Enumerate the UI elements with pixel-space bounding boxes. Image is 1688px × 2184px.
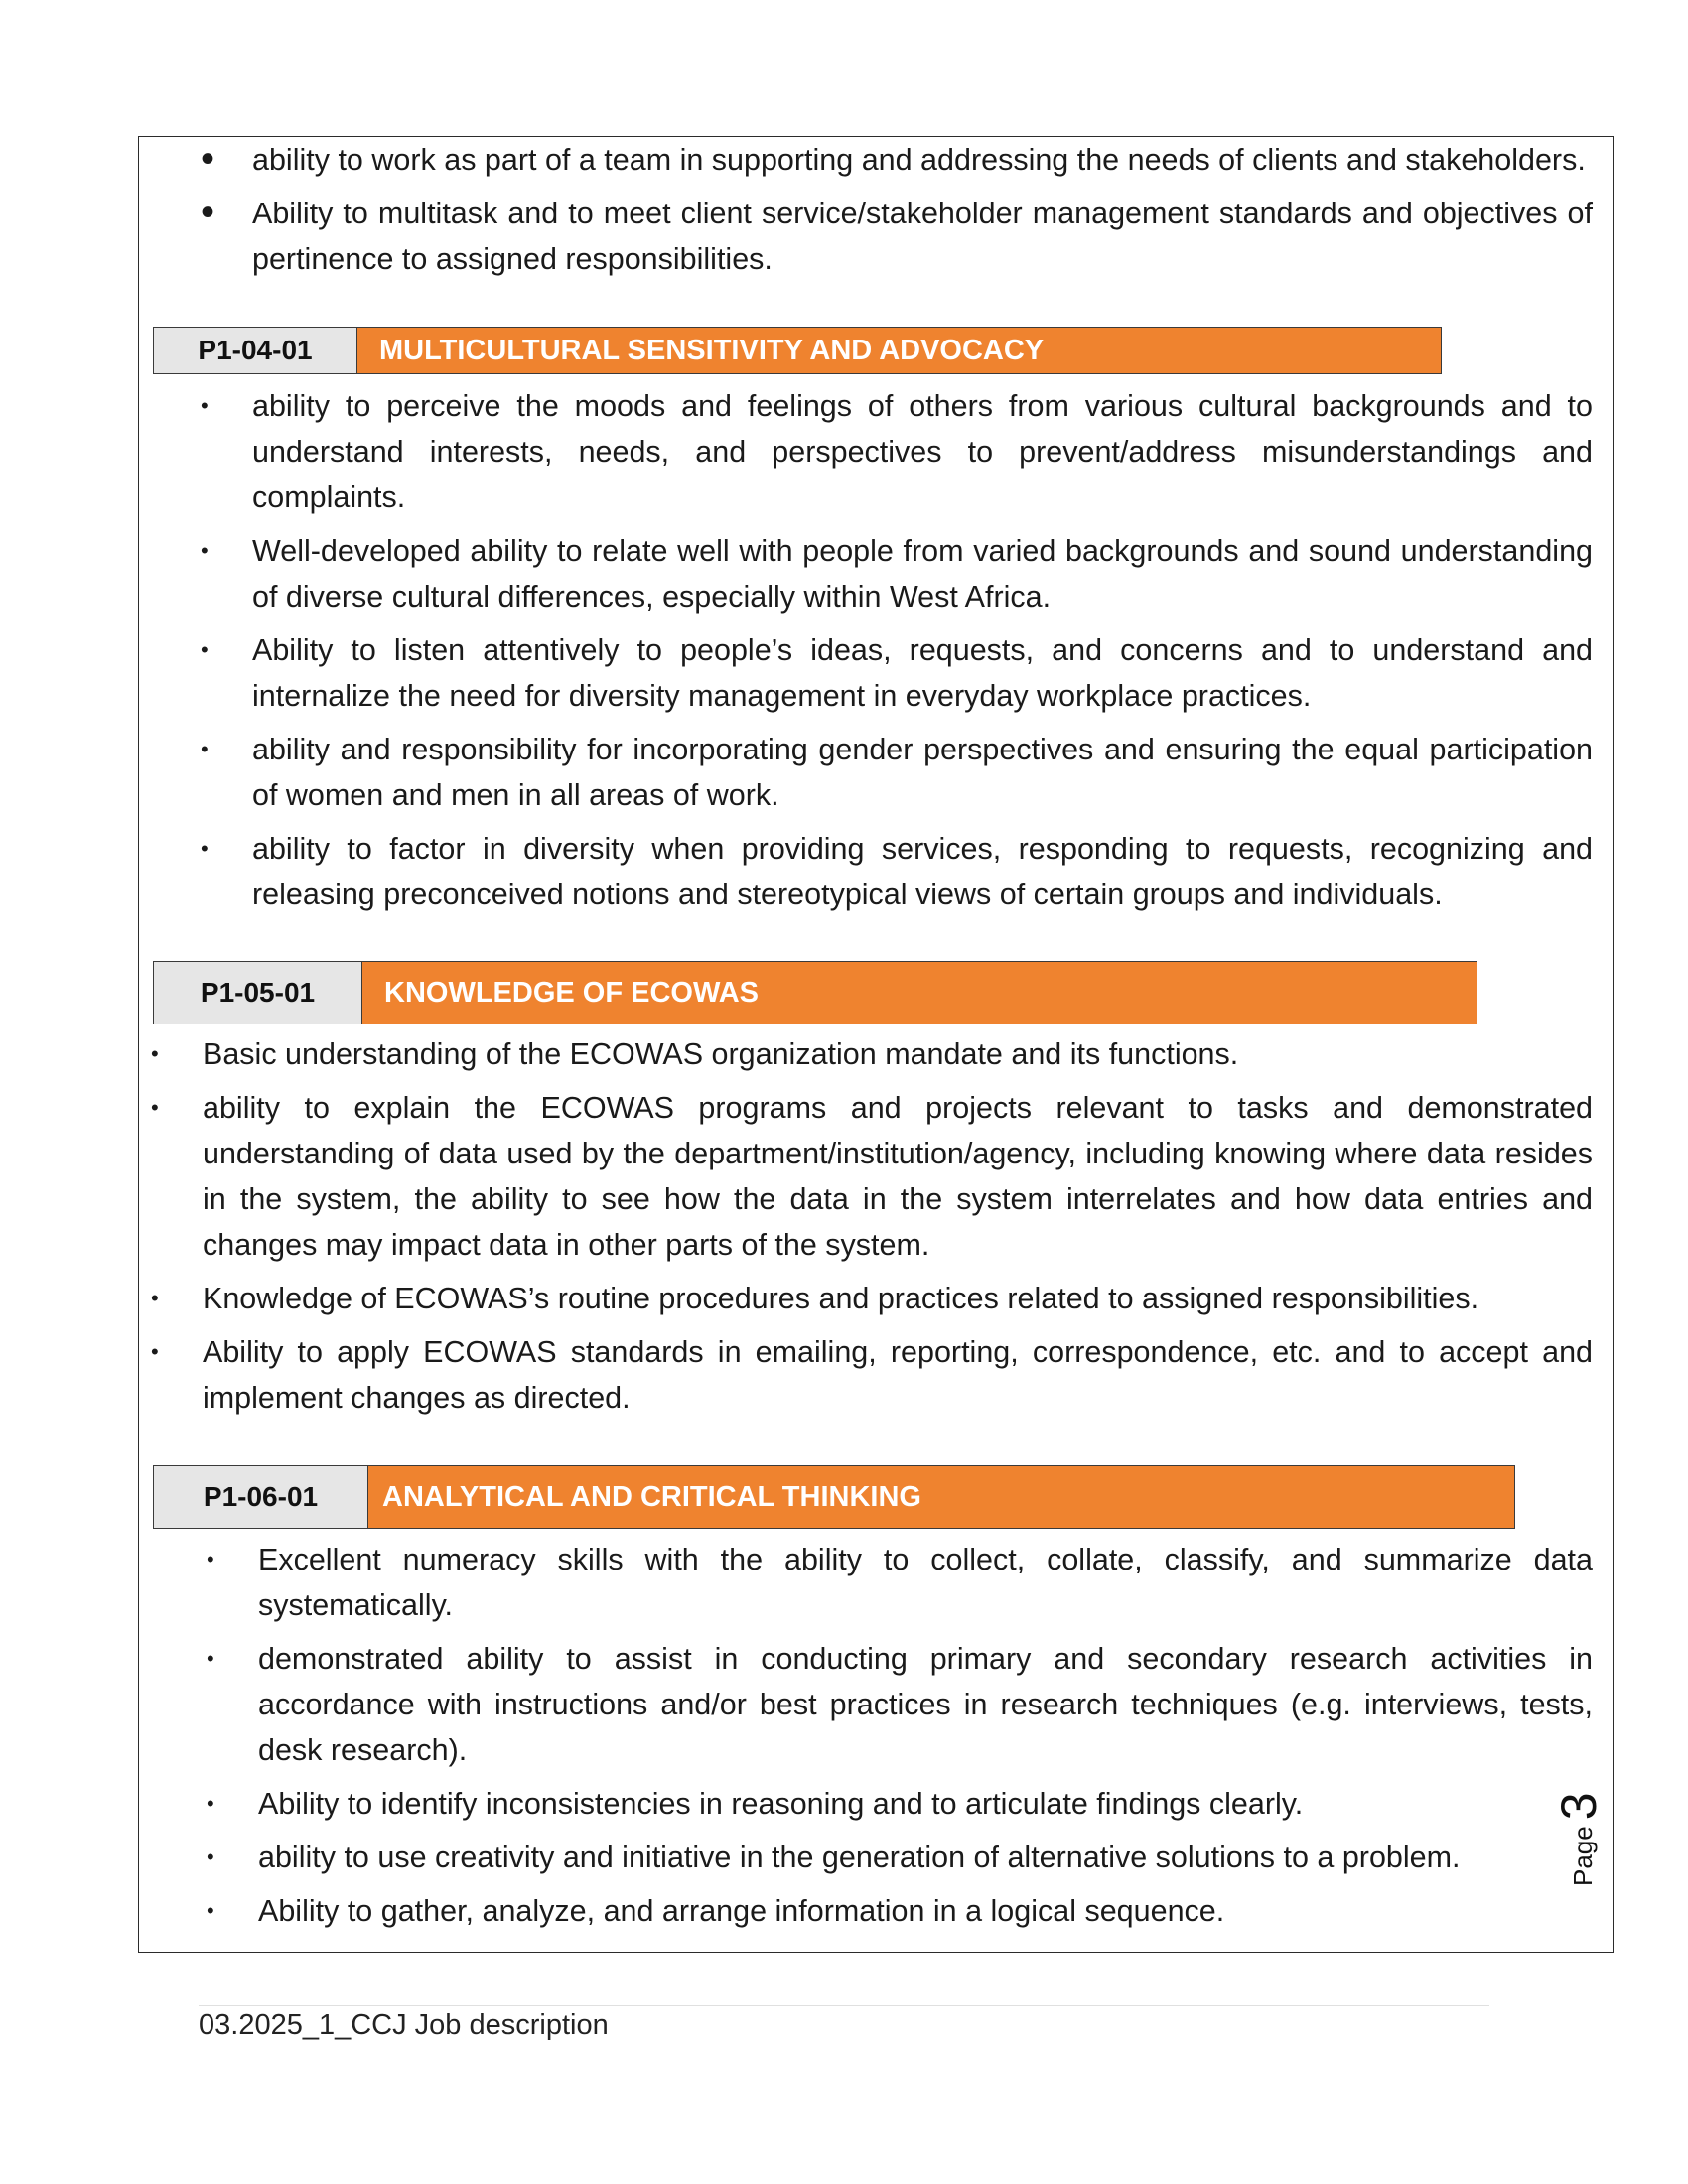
section-title: KNOWLEDGE OF ECOWAS [362, 962, 1477, 1024]
bullet-icon: • [201, 538, 209, 563]
list-item: • ability to work as part of a team in supporting and addressing the needs of clients and stakeholders. [201, 137, 1586, 181]
bullet-icon: • [207, 1791, 214, 1816]
list-item: • Well-developed ability to relate well with people from varied backgrounds and sound understanding of diverse cultural differences, especially within West Africa. [201, 528, 1593, 619]
page-number [1551, 1747, 1607, 1886]
list-item: • demonstrated ability to assist in conducting primary and secondary research activities in accordance with instructions and/or best practices in research techniques (e.g. interviews, tests, desk research). [207, 1636, 1593, 1773]
list-item: • Ability to multitask and to meet client service/stakeholder management standards and objectives of pertinence to assigned responsibilities. [201, 191, 1593, 276]
footer-divider [199, 2005, 1489, 2006]
bullet-icon: • [207, 1898, 214, 1923]
bullet-icon: • [207, 1844, 214, 1869]
section-heading [153, 327, 1442, 374]
section-code: P1-05-01 [154, 962, 362, 1024]
bullet-icon: • [201, 836, 209, 861]
bullet-icon: • [201, 637, 209, 662]
list-item: • Ability to identify inconsistencies in reasoning and to articulate findings clearly. [207, 1781, 1593, 1827]
bullet-icon: • [201, 137, 215, 181]
bullet-icon: • [207, 1547, 214, 1571]
list-item: • Basic understanding of the ECOWAS organization mandate and its functions. [151, 1031, 1593, 1077]
page-number-value: 3 [1551, 1792, 1607, 1821]
list-item: • ability to explain the ECOWAS programs and projects relevant to tasks and demonstrated understanding of data used by the department/institution/agency, including knowing where data resides in the system, the ability to see how the data in the system interrelates and how data entries and changes may impact data in other parts of the system. [151, 1085, 1593, 1268]
list-item: • ability to use creativity and initiative in the generation of alternative solutions to a problem. [207, 1835, 1593, 1880]
section-list [151, 1031, 1593, 1421]
page-label: Page [1568, 1826, 1598, 1886]
bullet-icon: • [207, 1646, 214, 1671]
section-title: MULTICULTURAL SENSITIVITY AND ADVOCACY [357, 328, 1441, 373]
footer-text: 03.2025_1_CCJ Job description [199, 2009, 609, 2041]
section-list [201, 383, 1593, 917]
section-title: ANALYTICAL AND CRITICAL THINKING [368, 1466, 1514, 1528]
list-item: • Knowledge of ECOWAS’s routine procedures and practices related to assigned responsibilities. [151, 1276, 1593, 1321]
bullet-icon: • [151, 1286, 159, 1310]
list-item: • Ability to gather, analyze, and arrange information in a logical sequence. [207, 1888, 1593, 1934]
bullet-icon: • [151, 1095, 159, 1120]
bullet-icon: • [201, 737, 209, 761]
list-item: • ability and responsibility for incorporating gender perspectives and ensuring the equal participation of women and men in all areas of work. [201, 727, 1593, 818]
list-item: • Ability to listen attentively to people’s ideas, requests, and concerns and to understand and internalize the need for diversity management in everyday workplace practices. [201, 627, 1593, 719]
list-item: • Ability to apply ECOWAS standards in emailing, reporting, correspondence, etc. and to accept and implement changes as directed. [151, 1329, 1593, 1421]
section-code: P1-06-01 [154, 1466, 368, 1528]
list-item: • ability to factor in diversity when providing services, responding to requests, recognizing and releasing preconceived notions and stereotypical views of certain groups and individuals. [201, 826, 1593, 917]
section-heading [153, 961, 1477, 1024]
bullet-icon: • [151, 1339, 159, 1364]
list-item: • Excellent numeracy skills with the ability to collect, collate, classify, and summarize data systematically. [207, 1537, 1593, 1628]
section-list [207, 1537, 1593, 1934]
bullet-icon: • [201, 191, 215, 234]
intro-list [201, 137, 1593, 282]
bullet-icon: • [151, 1041, 159, 1066]
section-code: P1-04-01 [154, 328, 357, 373]
list-item: • ability to perceive the moods and feelings of others from various cultural backgrounds and to understand interests, needs, and perspectives to prevent/address misunderstandings and complaints. [201, 383, 1593, 520]
section-heading [153, 1465, 1515, 1529]
bullet-icon: • [201, 393, 209, 418]
